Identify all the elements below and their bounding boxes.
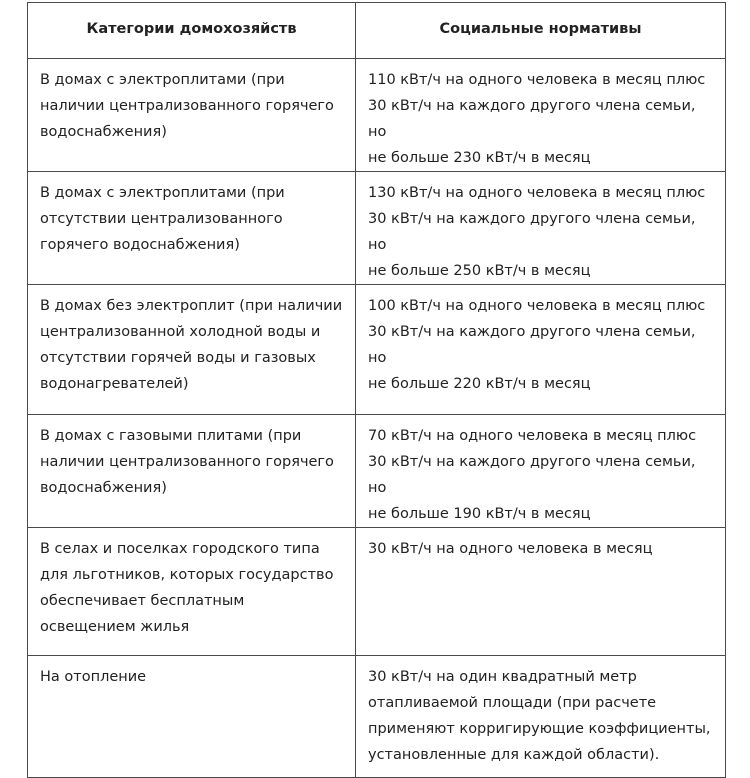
norm-cell: 30 кВт/ч на одного человека в месяц: [356, 528, 726, 656]
norm-cell: 100 кВт/ч на одного человека в месяц плюс 30 кВт/ч на каждого другого члена семьи, но не больше 220 кВт/ч в месяц: [356, 285, 726, 415]
table-row: [28, 59, 726, 172]
table-row: [28, 528, 726, 656]
header-category: Категории домохозяйств: [28, 3, 356, 59]
header-row: [28, 3, 726, 59]
norm-cell: 130 кВт/ч на одного человека в месяц плюс 30 кВт/ч на каждого другого члена семьи, но не больше 250 кВт/ч в месяц: [356, 172, 726, 285]
table-row: [28, 656, 726, 778]
norm-cell: 30 кВт/ч на один квадратный метр отапливаемой площади (при расчете применяют корригирующие коэффициенты, установленные для каждой области).: [356, 656, 726, 778]
header-norm: Социальные нормативы: [356, 3, 726, 59]
category-cell: В селах и поселках городского типа для льготников, которых государство обеспечивает бесплатным освещением жилья: [28, 528, 356, 656]
category-cell: На отопление: [28, 656, 356, 778]
category-cell: В домах с электроплитами (при отсутствии централизованного горячего водоснабжения): [28, 172, 356, 285]
norm-cell: 110 кВт/ч на одного человека в месяц плюс 30 кВт/ч на каждого другого члена семьи, но не больше 230 кВт/ч в месяц: [356, 59, 726, 172]
category-cell: В домах с электроплитами (при наличии централизованного горячего водоснабжения): [28, 59, 356, 172]
category-cell: В домах без электроплит (при наличии централизованной холодной воды и отсутствии горячей воды и газовых водонагревателей): [28, 285, 356, 415]
category-cell: В домах с газовыми плитами (при наличии централизованного горячего водоснабжения): [28, 415, 356, 528]
norm-cell: 70 кВт/ч на одного человека в месяц плюс 30 кВт/ч на каждого другого члена семьи, но не больше 190 кВт/ч в месяц: [356, 415, 726, 528]
norms-table: [27, 2, 726, 778]
table-row: [28, 285, 726, 415]
table-row: [28, 415, 726, 528]
table-row: [28, 172, 726, 285]
